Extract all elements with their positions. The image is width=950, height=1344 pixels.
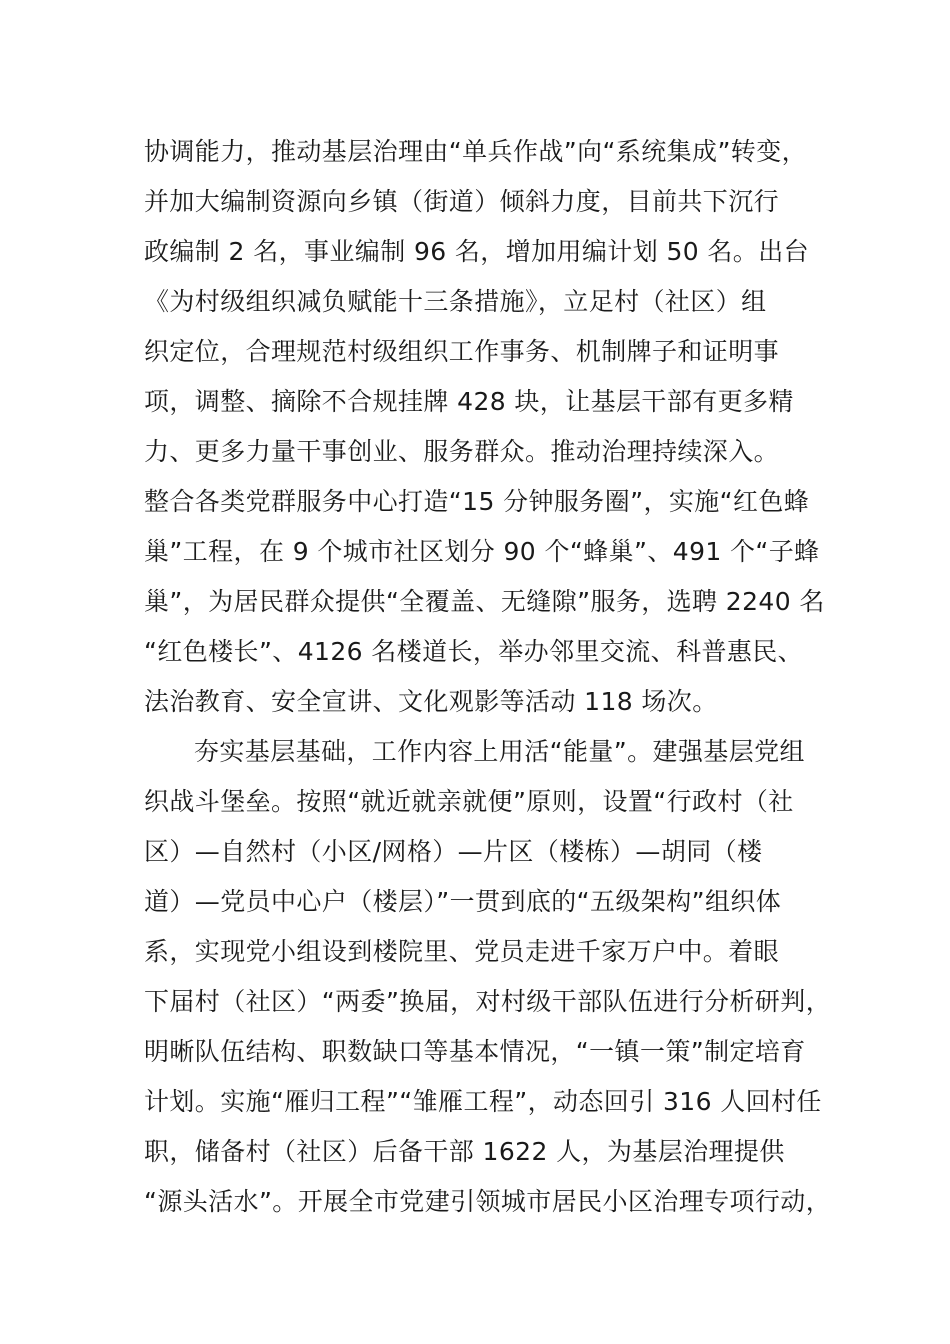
text-line: 政编制 2 名，事业编制 96 名，增加用编计划 50 名。出台 [144, 237, 810, 266]
text-line: 职，储备村（社区）后备干部 1622 人，为基层治理提供 [144, 1137, 785, 1166]
text-line: 区）—自然村（小区/网格）—片区（楼栋）—胡同（楼 [144, 837, 763, 866]
text-line: 道）—党员中心户（楼层）”一贯到底的“五级架构”组织体 [144, 887, 782, 916]
text-line: 整合各类党群服务中心打造“15 分钟服务圈”，实施“红色蜂 [144, 487, 810, 516]
text-line: 力、更多力量干事创业、服务群众。推动治理持续深入。 [144, 437, 780, 466]
text-line: 并加大编制资源向乡镇（街道）倾斜力度，目前共下沉行 [144, 187, 780, 216]
body-text [144, 127, 834, 1227]
text-line: 明晰队伍结构、职数缺口等基本情况，“一镇一策”制定培育 [144, 1037, 806, 1066]
text-line: 巢”，为居民群众提供“全覆盖、无缝隙”服务，选聘 2240 名 [144, 587, 825, 616]
text-line: “红色楼长”、4126 名楼道长，举办邻里交流、科普惠民、 [144, 637, 804, 666]
text-line: 协调能力，推动基层治理由“单兵作战”向“系统集成”转变， [144, 137, 808, 166]
text-line: 项，调整、摘除不合规挂牌 428 块，让基层干部有更多精 [144, 387, 794, 416]
text-line: 巢”工程，在 9 个城市社区划分 90 个“蜂巢”、491 个“子蜂 [144, 537, 820, 566]
text-line: 《为村级组织减负赋能十三条措施》，立足村（社区）组 [144, 287, 767, 316]
text-line: 下届村（社区）“两委”换届，对村级干部队伍进行分析研判， [144, 987, 832, 1016]
text-line: 计划。实施“雁归工程”“雏雁工程”，动态回引 316 人回村任 [144, 1087, 822, 1116]
text-line: “源头活水”。开展全市党建引领城市居民小区治理专项行动， [144, 1187, 832, 1216]
text-line: 织定位，合理规范村级组织工作事务、机制牌子和证明事 [144, 337, 780, 366]
paragraph-start-line: 夯实基层基础，工作内容上用活“能量”。建强基层党组 [194, 737, 805, 766]
text-line: 织战斗堡垒。按照“就近就亲就便”原则，设置“行政村（社 [144, 787, 794, 816]
text-line: 法治教育、安全宣讲、文化观影等活动 118 场次。 [144, 687, 718, 716]
text-line: 系，实现党小组设到楼院里、党员走进千家万户中。着眼 [144, 937, 780, 966]
